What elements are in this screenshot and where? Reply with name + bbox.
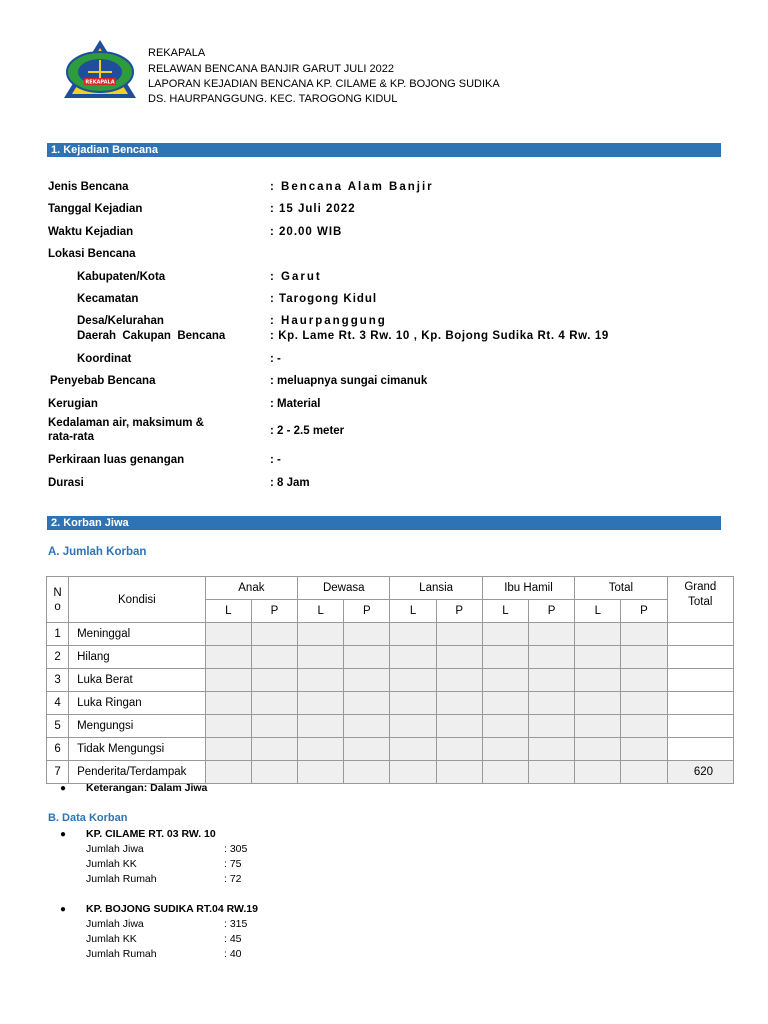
table-cell bbox=[436, 715, 482, 738]
table-cell bbox=[344, 646, 390, 669]
data-korban-1-label-jiwa: Jumlah Jiwa bbox=[86, 843, 144, 855]
table-row bbox=[47, 669, 734, 692]
row-label-lokasi: Lokasi Bencana bbox=[48, 248, 136, 260]
table-cell bbox=[621, 692, 667, 715]
header-p-1: P bbox=[344, 600, 390, 623]
table-cell bbox=[621, 738, 667, 761]
korban-table bbox=[46, 576, 734, 784]
row-label-kabupaten: Kabupaten/Kota bbox=[77, 271, 166, 283]
table-cell bbox=[205, 761, 251, 784]
row-value-kecamatan: : Tarogong Kidul bbox=[270, 293, 378, 305]
header-line-2: RELAWAN BENCANA BANJIR GARUT JULI 2022 bbox=[148, 63, 394, 75]
table-cell bbox=[251, 715, 297, 738]
table-row bbox=[47, 646, 734, 669]
row-no: 4 bbox=[47, 692, 69, 715]
table-cell bbox=[575, 646, 621, 669]
row-label-desa: Desa/Kelurahan bbox=[77, 315, 164, 327]
row-grand-total bbox=[667, 738, 733, 761]
table-cell bbox=[436, 761, 482, 784]
header-p-3: P bbox=[529, 600, 575, 623]
data-korban-title-1: KP. CILAME RT. 03 RW. 10 bbox=[86, 828, 216, 840]
table-cell bbox=[251, 623, 297, 646]
table-cell bbox=[298, 646, 344, 669]
table-cell bbox=[390, 623, 436, 646]
row-label-daerah: Daerah Cakupan Bencana bbox=[77, 330, 226, 342]
table-cell bbox=[344, 738, 390, 761]
row-kondisi: Luka Berat bbox=[69, 669, 206, 692]
table-row bbox=[47, 623, 734, 646]
table-cell bbox=[344, 715, 390, 738]
row-grand-total: 620 bbox=[667, 761, 733, 784]
header-lansia: Lansia bbox=[390, 577, 482, 600]
table-row bbox=[47, 738, 734, 761]
row-grand-total bbox=[667, 692, 733, 715]
header-dewasa: Dewasa bbox=[298, 577, 390, 600]
row-grand-total bbox=[667, 715, 733, 738]
table-cell bbox=[251, 738, 297, 761]
row-no: 1 bbox=[47, 623, 69, 646]
header-l-0: L bbox=[205, 600, 251, 623]
table-cell bbox=[621, 669, 667, 692]
row-label-tanggal: Tanggal Kejadian bbox=[48, 203, 143, 215]
row-grand-total bbox=[667, 669, 733, 692]
table-cell bbox=[298, 715, 344, 738]
table-cell bbox=[390, 761, 436, 784]
header-line-3: LAPORAN KEJADIAN BENCANA KP. CILAME & KP. BOJONG SUDIKA bbox=[148, 78, 500, 90]
header-l-3: L bbox=[482, 600, 528, 623]
table-cell bbox=[298, 761, 344, 784]
row-grand-total bbox=[667, 623, 733, 646]
header-l-2: L bbox=[390, 600, 436, 623]
header-l-1: L bbox=[298, 600, 344, 623]
header-line-4: DS. HAURPANGGUNG. KEC. TAROGONG KIDUL bbox=[148, 93, 398, 105]
row-no: 7 bbox=[47, 761, 69, 784]
table-cell bbox=[621, 623, 667, 646]
table-row bbox=[47, 692, 734, 715]
header-l-4: L bbox=[575, 600, 621, 623]
table-cell bbox=[298, 623, 344, 646]
row-value-luas: : - bbox=[270, 454, 281, 466]
table-cell bbox=[529, 715, 575, 738]
table-cell bbox=[482, 738, 528, 761]
header-line-1: REKAPALA bbox=[148, 47, 206, 59]
data-korban-1-value-rumah: : 72 bbox=[224, 873, 242, 885]
row-label-kedalaman-2: rata-rata bbox=[48, 431, 95, 443]
table-cell bbox=[251, 646, 297, 669]
header-ibu-hamil: Ibu Hamil bbox=[482, 577, 574, 600]
table-cell bbox=[529, 669, 575, 692]
bullet-icon: ● bbox=[60, 904, 67, 915]
table-cell bbox=[529, 646, 575, 669]
data-korban-2-label-rumah: Jumlah Rumah bbox=[86, 948, 157, 960]
table-cell bbox=[205, 623, 251, 646]
table-cell bbox=[436, 669, 482, 692]
header-no-1: N bbox=[53, 586, 62, 599]
row-grand-total bbox=[667, 646, 733, 669]
table-cell bbox=[482, 692, 528, 715]
bullet-icon: ● bbox=[60, 829, 67, 840]
table-cell bbox=[529, 692, 575, 715]
table-cell bbox=[575, 715, 621, 738]
row-kondisi: Hilang bbox=[69, 646, 206, 669]
header-anak: Anak bbox=[205, 577, 297, 600]
row-value-koordinat: : - bbox=[270, 353, 281, 365]
header-p-2: P bbox=[436, 600, 482, 623]
table-cell bbox=[205, 669, 251, 692]
row-value-kerugian: : Material bbox=[270, 398, 321, 410]
table-cell bbox=[344, 761, 390, 784]
table-cell bbox=[298, 669, 344, 692]
header-no bbox=[47, 577, 69, 623]
table-cell bbox=[529, 738, 575, 761]
row-kondisi: Meninggal bbox=[69, 623, 206, 646]
table-cell bbox=[529, 623, 575, 646]
header-grand: Grand bbox=[684, 581, 717, 593]
table-cell bbox=[298, 738, 344, 761]
section-1-title: 1. Kejadian Bencana bbox=[47, 143, 721, 157]
table-cell bbox=[251, 669, 297, 692]
row-label-jenis: Jenis Bencana bbox=[48, 181, 129, 193]
row-label-kerugian: Kerugian bbox=[48, 398, 98, 410]
table-cell bbox=[482, 669, 528, 692]
table-cell bbox=[482, 646, 528, 669]
table-cell bbox=[575, 761, 621, 784]
row-no: 6 bbox=[47, 738, 69, 761]
header-p-0: P bbox=[251, 600, 297, 623]
row-kondisi: Luka Ringan bbox=[69, 692, 206, 715]
keterangan-note: Keterangan: Dalam Jiwa bbox=[86, 782, 208, 794]
table-cell bbox=[575, 692, 621, 715]
data-korban-1-label-kk: Jumlah KK bbox=[86, 858, 137, 870]
table-cell bbox=[390, 646, 436, 669]
data-korban-2-label-jiwa: Jumlah Jiwa bbox=[86, 918, 144, 930]
table-cell bbox=[251, 692, 297, 715]
row-kondisi: Mengungsi bbox=[69, 715, 206, 738]
row-value-jenis: : Bencana Alam Banjir bbox=[270, 181, 434, 193]
table-cell bbox=[390, 669, 436, 692]
row-no: 3 bbox=[47, 669, 69, 692]
table-cell bbox=[575, 669, 621, 692]
row-value-kedalaman: : 2 - 2.5 meter bbox=[270, 425, 345, 437]
table-row bbox=[47, 715, 734, 738]
table-cell bbox=[298, 692, 344, 715]
header-total: Total bbox=[575, 577, 667, 600]
table-cell bbox=[205, 738, 251, 761]
subheading-data-korban: B. Data Korban bbox=[48, 812, 128, 824]
table-cell bbox=[436, 623, 482, 646]
table-cell bbox=[344, 692, 390, 715]
row-label-durasi: Durasi bbox=[48, 477, 84, 489]
table-row bbox=[47, 761, 734, 784]
row-value-durasi: : 8 Jam bbox=[270, 477, 310, 489]
row-no: 5 bbox=[47, 715, 69, 738]
row-label-kecamatan: Kecamatan bbox=[77, 293, 139, 305]
svg-text:REKAPALA: REKAPALA bbox=[85, 79, 115, 86]
data-korban-2-value-rumah: : 40 bbox=[224, 948, 242, 960]
data-korban-2-value-kk: : 45 bbox=[224, 933, 242, 945]
table-cell bbox=[621, 715, 667, 738]
data-korban-title-2: KP. BOJONG SUDIKA RT.04 RW.19 bbox=[86, 903, 258, 915]
data-korban-1-value-kk: : 75 bbox=[224, 858, 242, 870]
table-cell bbox=[529, 761, 575, 784]
row-value-penyebab: : meluapnya sungai cimanuk bbox=[270, 375, 428, 387]
section-2-title: 2. Korban Jiwa bbox=[47, 516, 721, 530]
table-cell bbox=[436, 646, 482, 669]
table-cell bbox=[205, 715, 251, 738]
data-korban-1-label-rumah: Jumlah Rumah bbox=[86, 873, 157, 885]
row-no: 2 bbox=[47, 646, 69, 669]
row-label-koordinat: Koordinat bbox=[77, 353, 132, 365]
table-cell bbox=[482, 623, 528, 646]
table-cell bbox=[390, 738, 436, 761]
table-cell bbox=[436, 738, 482, 761]
data-korban-1-value-jiwa: : 305 bbox=[224, 843, 248, 855]
table-cell bbox=[390, 715, 436, 738]
row-value-kabupaten: : Garut bbox=[270, 271, 322, 283]
table-cell bbox=[482, 715, 528, 738]
subheading-jumlah-korban: A. Jumlah Korban bbox=[48, 546, 147, 558]
row-label-luas: Perkiraan luas genangan bbox=[48, 454, 185, 466]
table-cell bbox=[436, 692, 482, 715]
row-label-penyebab: Penyebab Bencana bbox=[50, 375, 156, 387]
header-grand-2: Total bbox=[688, 596, 713, 608]
row-label-kedalaman: Kedalaman air, maksimum & bbox=[48, 417, 204, 429]
table-cell bbox=[575, 623, 621, 646]
rekapala-logo bbox=[62, 38, 138, 104]
data-korban-2-value-jiwa: : 315 bbox=[224, 918, 248, 930]
bullet-icon: ● bbox=[60, 783, 67, 794]
row-value-daerah: : Kp. Lame Rt. 3 Rw. 10 , Kp. Bojong Sudika Rt. 4 Rw. 19 bbox=[270, 330, 609, 342]
header-grand-total bbox=[667, 577, 733, 623]
row-value-desa: : Haurpanggung bbox=[270, 315, 387, 327]
table-cell bbox=[621, 761, 667, 784]
row-kondisi: Tidak Mengungsi bbox=[69, 738, 206, 761]
header-kondisi: Kondisi bbox=[69, 577, 206, 623]
table-cell bbox=[344, 623, 390, 646]
table-cell bbox=[482, 761, 528, 784]
row-label-waktu: Waktu Kejadian bbox=[48, 226, 134, 238]
table-cell bbox=[251, 761, 297, 784]
header-p-4: P bbox=[621, 600, 667, 623]
row-kondisi: Penderita/Terdampak bbox=[69, 761, 206, 784]
table-cell bbox=[205, 646, 251, 669]
table-cell bbox=[621, 646, 667, 669]
table-cell bbox=[575, 738, 621, 761]
row-value-tanggal: : 15 Juli 2022 bbox=[270, 203, 356, 215]
table-cell bbox=[390, 692, 436, 715]
table-cell bbox=[344, 669, 390, 692]
data-korban-2-label-kk: Jumlah KK bbox=[86, 933, 137, 945]
header-no-2: o bbox=[54, 600, 61, 613]
row-value-waktu: : 20.00 WIB bbox=[270, 226, 343, 238]
table-cell bbox=[205, 692, 251, 715]
